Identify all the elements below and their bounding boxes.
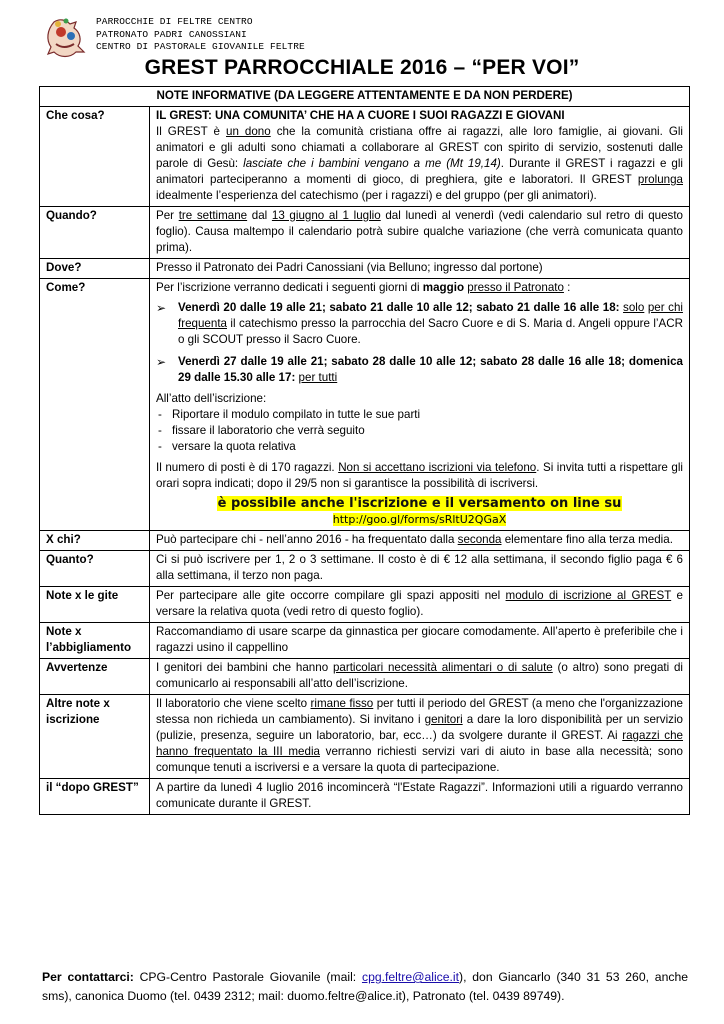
row-content-quanto: Ci si può iscrivere per 1, 2 o 3 settimane. Il costo è di € 12 alla settimana, il secondo figlio paga € 6 alla settimana, il terzo non paga. (150, 551, 690, 587)
row-label-dopo-grest: il “dopo GREST” (40, 779, 150, 815)
table-row (40, 623, 690, 659)
table-heading: NOTE INFORMATIVE (DA LEGGERE ATTENTAMENTE E DA NON PERDERE) (40, 87, 690, 107)
table-row (40, 779, 690, 815)
row-content-altre-note: Il laboratorio che viene scelto rimane fisso per tutti il periodo del GREST (a meno che l'organizzazione stessa non richieda un cambiamento). Si invitano i genitori a dare la loro disponibilità per un servizio (pulizie, presenza, seguire un laboratorio, bar, ecc…) da svolgere durante il GREST. Ai ragazzi che hanno frequentato la III media verranno richiesti servizi vari di aiuto in base alla necessità; sono comunque tenuti a iscriversi e a versare la quota di partecipazione. (150, 695, 690, 779)
organization-header (96, 16, 305, 54)
info-table (39, 86, 690, 815)
contacts-label: Per contattarci: (42, 970, 134, 984)
row-content-quando: Per tre settimane dal 13 giugno al 1 luglio dal lunedì al venerdì (vedi calendario sul retro di questo foglio). Causa maltempo il calendario potrà subire qualche variazione (che verrà comunicata quanto prima). (150, 207, 690, 259)
page-title: GREST PARROCCHIALE 2016 – “PER VOI” (144, 56, 580, 79)
row-content-abbigliamento: Raccomandiamo di usare scarpe da ginnastica per giocare comodamente. All’aperto è preferibile che i ragazzi usino il cappellino (150, 623, 690, 659)
contacts-footer: Per contattarci: CPG-Centro Pastorale Giovanile (mail: cpg.feltre@alice.it), don Giancarlo (340 31 53 260, anche sms), canonica Duomo (tel. 0439 2312; mail: duomo.feltre@alice.it), Patronato (tel. 0439 89749). (42, 970, 688, 1003)
row-content-gite: Per partecipare alle gite occorre compilare gli spazi appositi nel modulo di iscrizione al GREST e versare la relativa quota (vedi retro di questo foglio). (150, 587, 690, 623)
list-item: - versare la quota relativa (158, 440, 296, 453)
row-content-avvertenze: I genitori dei bambini che hanno particolari necessità alimentari o di salute (o altro) sono pregati di comunicarlo ai responsabili all’atto dell’iscrizione. (150, 659, 690, 695)
registration-slot-1: ➢ Venerdì 20 dalle 19 alle 21; sabato 21 dalle 10 alle 12; sabato 21 dalle 16 alle 18: solo per chi frequenta il catechismo presso la parrocchia del Sacro Cuore e di S. Maria d. Angeli oppure l’ACR o gli SCOUT presso il Sacro Cuore. (156, 301, 683, 346)
row-content-come (150, 279, 690, 531)
row-label-come: Come? (40, 279, 150, 531)
table-row (40, 659, 690, 695)
online-registration-text: è possibile anche l'iscrizione e il versamento on line su (217, 496, 622, 511)
table-row (40, 531, 690, 551)
list-item: - Riportare il modulo compilato in tutte le sue parti (158, 408, 421, 421)
row-label-gite: Note x le gite (40, 587, 150, 623)
org-line-3: CENTRO DI PASTORALE GIOVANILE FELTRE (96, 41, 305, 52)
online-form-link[interactable]: http://goo.gl/forms/sRltU2QGaX (332, 513, 507, 526)
org-line-2: PATRONATO PADRI CANOSSIANI (96, 28, 247, 40)
row-label-quanto: Quanto? (40, 551, 150, 587)
cpg-email-link[interactable]: cpg.feltre@alice.it (361, 970, 460, 984)
org-line-1: PARROCCHIE DI FELTRE CENTRO (96, 16, 253, 27)
parish-logo (44, 16, 90, 60)
row-label-abbigliamento: Note x l’abbigliamento (40, 623, 150, 659)
table-row (40, 587, 690, 623)
arrow-bullet-icon: ➢ (156, 301, 167, 315)
grest-headline: IL GREST: UNA COMUNITA’ CHE HA A CUORE I SUOI RAGAZZI E GIOVANI (156, 109, 565, 122)
row-label-altre-note: Altre note x iscrizione (40, 695, 150, 779)
row-label-dove: Dove? (40, 259, 150, 279)
table-heading-row (40, 87, 690, 107)
row-content-che-cosa (150, 107, 690, 207)
registration-intro: Per l’iscrizione verranno dedicati i seguenti giorni di maggio presso il Patronato : (156, 281, 571, 294)
grest-description: Il GREST è un dono che la comunità cristiana offre ai ragazzi, alle loro famiglie, ai giovani. Gli animatori e gli adulti sono chiamati a collaborare al GREST con spirito di servizio, sostenuti dalle parole di Gesù: lasciate che i bambini vengano a me (Mt 19,14). Durante il GREST i ragazzi e gli animatori parteciperanno a momenti di gioco, di preghiera, gite e laboratori. Il GREST prolunga idealmente l’esperienza del catechismo (per i ragazzi) e del gruppo (per gli animatori). (156, 125, 684, 202)
row-label-quando: Quando? (40, 207, 150, 259)
online-registration (156, 496, 683, 528)
row-label-avvertenze: Avvertenze (40, 659, 150, 695)
table-row (40, 551, 690, 587)
arrow-bullet-icon: ➢ (156, 355, 167, 369)
table-row (40, 207, 690, 259)
table-row (40, 259, 690, 279)
table-row (40, 695, 690, 779)
list-item: - fissare il laboratorio che verrà seguito (158, 424, 365, 437)
table-row (40, 279, 690, 531)
places-note: Il numero di posti è di 170 ragazzi. Non si accettano iscrizioni via telefono. Si invita tutti a rispettare gli orari sopra indicati; dopo il 29/5 non si garantisce la possibilità di iscriversi. (156, 461, 683, 490)
row-content-x-chi: Può partecipare chi - nell’anno 2016 - ha frequentato dalla seconda elementare fino alla terza media. (150, 531, 690, 551)
row-content-dove: Presso il Patronato dei Padri Canossiani (via Belluno; ingresso dal portone) (150, 259, 690, 279)
row-content-dopo-grest: A partire da lunedì 4 luglio 2016 incomincerà “l'Estate Ragazzi”. Informazioni utili a riguardo verranno comunicate durante il GREST. (150, 779, 690, 815)
row-label-che-cosa: Che cosa? (40, 107, 150, 207)
row-label-x-chi: X chi? (40, 531, 150, 551)
registration-slot-2: ➢ Venerdì 27 dalle 19 alle 21; sabato 28 dalle 10 alle 12; sabato 28 dalle 16 alle 18; domenica 29 dalle 15.30 alle 17: per tutti (156, 355, 683, 384)
table-row (40, 107, 690, 207)
registration-requirements-title: All’atto dell’iscrizione: (156, 392, 267, 405)
